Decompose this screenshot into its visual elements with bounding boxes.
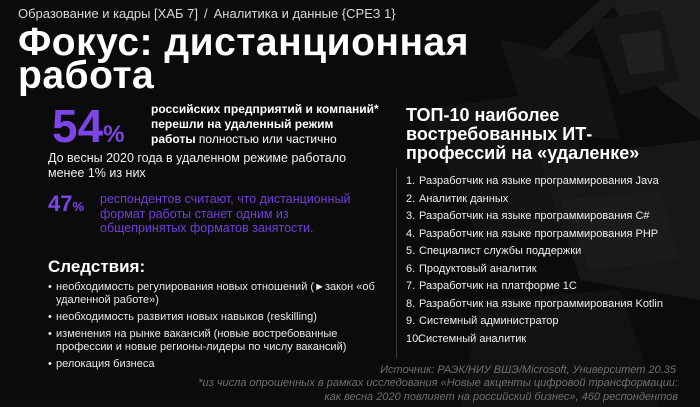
list-item-number: 4. xyxy=(406,227,416,240)
list-item-number: 1. xyxy=(406,175,416,187)
consequences-list xyxy=(48,281,378,375)
stat-remote-share xyxy=(52,100,125,152)
list-item xyxy=(406,245,691,258)
list-item xyxy=(406,210,691,223)
list-item-number: 2. xyxy=(406,192,416,205)
list-item xyxy=(406,315,691,328)
baseline-note: До весны 2020 года в удаленном режиме работало менее 1% из них xyxy=(48,151,347,180)
stat-remote-share-percent: % xyxy=(103,121,125,148)
page-title-line-2: работа xyxy=(18,54,155,97)
breadcrumb xyxy=(18,6,396,21)
stat-remote-share-line-2: перешли на удаленный режим xyxy=(151,117,334,131)
breadcrumb-section: Аналитика и данные {СРЕЗ 1} xyxy=(213,6,396,21)
stat-remote-share-description xyxy=(151,102,396,147)
list-item-label: Разработчик на платформе 1С xyxy=(419,280,577,292)
footnote: *из числа опрошенных в рамках исследования «Новые акценты цифровой трансформации: как весна 2020 повлияет на российский бизнес», 460 респондентов xyxy=(198,377,678,403)
list-item-number: 7. xyxy=(406,280,416,292)
breadcrumb-separator: / xyxy=(203,6,208,21)
page-title xyxy=(18,21,469,97)
list-item-label: Разработчик на языке программирования Java xyxy=(419,175,659,187)
list-item-label: Разработчик на языке программирования PHP xyxy=(419,227,659,240)
breadcrumb-hub: Образование и кадры [ХАБ 7] xyxy=(18,6,198,21)
source-note: Источник: РАЭК/НИУ ВШЭ/Microsoft, Университет 20.35 xyxy=(380,364,676,376)
list-item xyxy=(406,263,691,276)
top10-title: ТОП-10 наиболее востребованных ИТ-профессий на «удаленке» xyxy=(406,105,640,163)
stat-respondents-number: 47 xyxy=(48,191,73,216)
stat-respondents-percent: % xyxy=(72,199,85,214)
list-item xyxy=(406,298,691,311)
list-item-label: Аналитик данных xyxy=(419,192,509,205)
list-item-number: 5. xyxy=(406,245,416,257)
list-item xyxy=(406,333,691,346)
list-item-number: 8. xyxy=(406,297,416,310)
list-item: • необходимость регулирования новых отношений (►закон «об удаленной работе») xyxy=(48,281,378,307)
page-title-line-1: Фокус: дистанционная xyxy=(18,21,469,64)
list-item xyxy=(406,280,691,293)
stat-respondents xyxy=(48,191,84,217)
list-item-label: Системный аналитик xyxy=(418,332,527,345)
list-item-label: Продуктовый аналитик xyxy=(419,262,537,275)
list-item xyxy=(406,193,691,206)
list-item xyxy=(406,228,691,241)
list-item: • релокация бизнеса xyxy=(48,358,378,371)
stat-respondents-description: респондентов считают, что дистанционный формат работы станет одним из общепринятых форматов занятости. xyxy=(100,192,351,235)
list-item-label: Разработчик на языке программирования Kotlin xyxy=(419,297,663,310)
list-item-number: 10. xyxy=(406,332,422,345)
list-item-label: Системный администратор xyxy=(419,315,559,327)
top10-list xyxy=(406,175,691,350)
stat-remote-share-line-3-bold: работы xyxy=(151,132,196,146)
list-item xyxy=(406,175,691,188)
list-item-label: Разработчик на языке программирования С# xyxy=(419,210,650,222)
stat-remote-share-line-1: российских предприятий и компаний* xyxy=(151,102,379,116)
stat-remote-share-line-3-rest: полностью или частично xyxy=(195,132,337,146)
stat-remote-share-number: 54 xyxy=(52,100,104,152)
list-item: • необходимость развития новых навыков (reskilling) xyxy=(48,311,378,324)
list-item-number: 9. xyxy=(406,315,416,327)
list-item-number: 3. xyxy=(406,210,416,222)
divider xyxy=(396,168,397,358)
list-item: • изменения на рынке вакансий (новые востребованные профессии и новые регионы-лидеры по числу вакансий) xyxy=(48,328,378,354)
list-item-label: Специалист службы поддержки xyxy=(419,245,582,257)
consequences-title: Следствия: xyxy=(48,257,146,276)
list-item-number: 6. xyxy=(406,262,416,275)
